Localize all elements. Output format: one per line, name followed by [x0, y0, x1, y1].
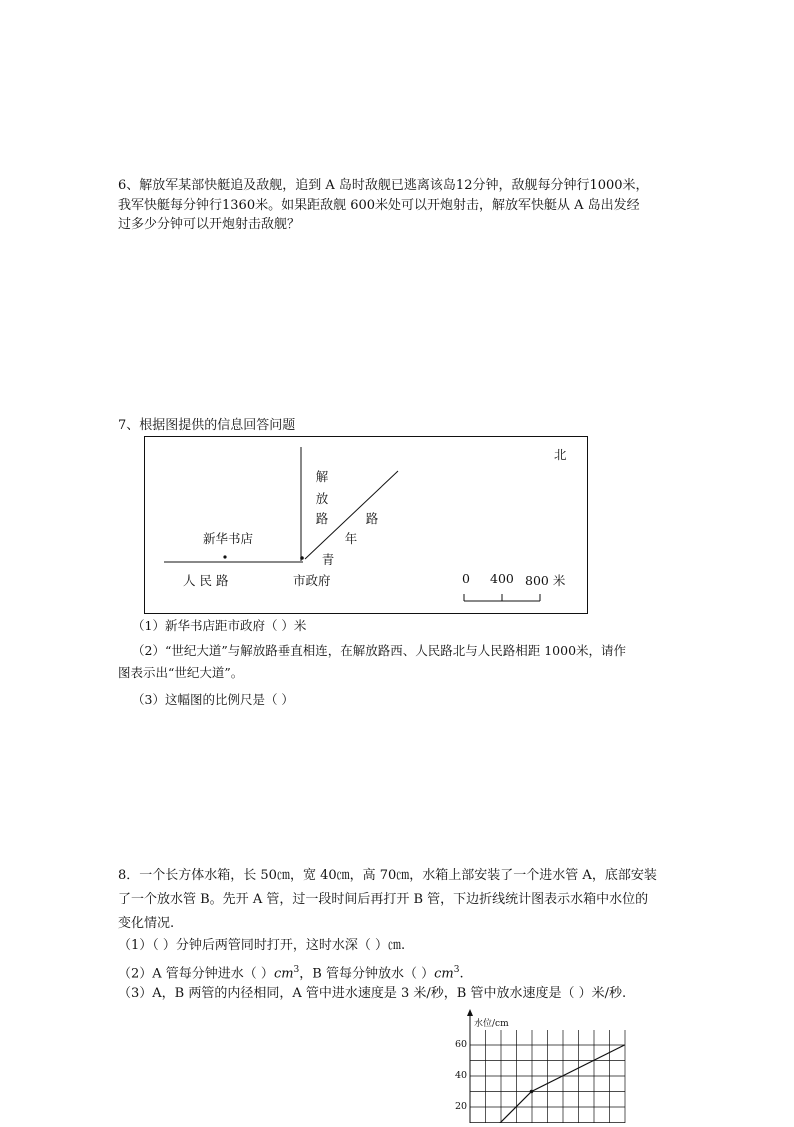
q6-line-3: 过多少分钟可以开炮射击敌舰？ [118, 217, 301, 232]
scale-label-0: 0 [462, 571, 470, 586]
scale-label-400: 400 [490, 571, 514, 586]
q7-title: 7、根据图提供的信息回答问题 [118, 418, 296, 433]
q8-line-1: 8．一个长方体水箱，长 50㎝，宽 40㎝，高 70㎝，水箱上部安装了一个进水管 A，底部安装 [118, 868, 657, 883]
data-point [530, 1090, 534, 1094]
chart-svg [440, 1008, 640, 1123]
water-level-line [485, 1045, 625, 1123]
y-tick-40: 40 [455, 1070, 468, 1081]
q8-sub-1: （1）（ ）分钟后两管同时打开，这时水深（ ）㎝. [118, 938, 406, 953]
q8-line-3: 变化情况. [118, 916, 175, 931]
y-tick-60: 60 [455, 1039, 468, 1050]
q7-sub-2-line-2: 图表示出“世纪大道”。 [118, 665, 244, 680]
map-figure [144, 436, 588, 614]
jiefang-road-char-2: 放 [315, 491, 329, 506]
q8-sub-2-exp-a: 3 [293, 965, 300, 975]
qingnian-road-char-3: 青 [321, 552, 335, 567]
q6-line-2: 我军快艇每分钟行1360米。如果距敌舰 600米处可以开炮射击，解放军快艇从 A 岛出发经 [118, 198, 640, 213]
y-tick-20: 20 [455, 1101, 468, 1112]
q8-sub-2-unit-b: cm [434, 966, 454, 982]
bookstore-label: 新华书店 [203, 531, 254, 546]
q8-sub-2 [118, 960, 464, 984]
q6-line-1: 6、解放军某部快艇追及敌舰，追到 A 岛时敌舰已逃离该岛12分钟，敌舰每分钟行1000米， [118, 178, 649, 193]
qingnian-road-char-1: 路 [365, 511, 379, 526]
q7-sub-1: （1）新华书店距市政府（ ）米 [132, 618, 307, 633]
renmin-road-label: 人 民 路 [183, 573, 229, 588]
q8-line-2: 了一个放水管 B。先开 A 管，过一段时间后再打开 B 管，下边折线统计图表示水箱中水位的 [118, 892, 649, 907]
q8-sub-3: （3）A，B 两管的内径相同，A 管中进水速度是 3 米/秒，B 管中放水速度是（ ）米/秒. [118, 986, 627, 1001]
q7-sub-3: （3）这幅图的比例尺是（ ） [132, 692, 294, 707]
q8-sub-2-part-b: ，B 管每分钟放水（ ） [299, 966, 435, 982]
q8-sub-2-unit-a: cm [273, 966, 294, 982]
y-axis-arrow [467, 1009, 473, 1016]
jiefang-road-char-1: 解 [315, 469, 329, 484]
q8-sub-2-part-a: （2）A 管每分钟进水（ ） [118, 966, 274, 982]
city-hall-label: 市政府 [293, 573, 331, 588]
q7-sub-2-line-1: （2）“世纪大道”与解放路垂直相连，在解放路西、人民路北与人民路相距 1000米，请作 [132, 643, 627, 658]
scale-label-800: 800 米 [525, 573, 566, 588]
q8-sub-2-exp-b: 3 [453, 965, 460, 975]
chart-ylabel: 水位/cm [474, 1019, 509, 1029]
jiefang-road-char-3: 路 [315, 511, 329, 526]
q8-sub-2-end: . [459, 966, 464, 982]
north-label: 北 [554, 447, 567, 462]
qingnian-road-char-2: 年 [344, 531, 358, 546]
water-level-chart [440, 1008, 640, 1127]
